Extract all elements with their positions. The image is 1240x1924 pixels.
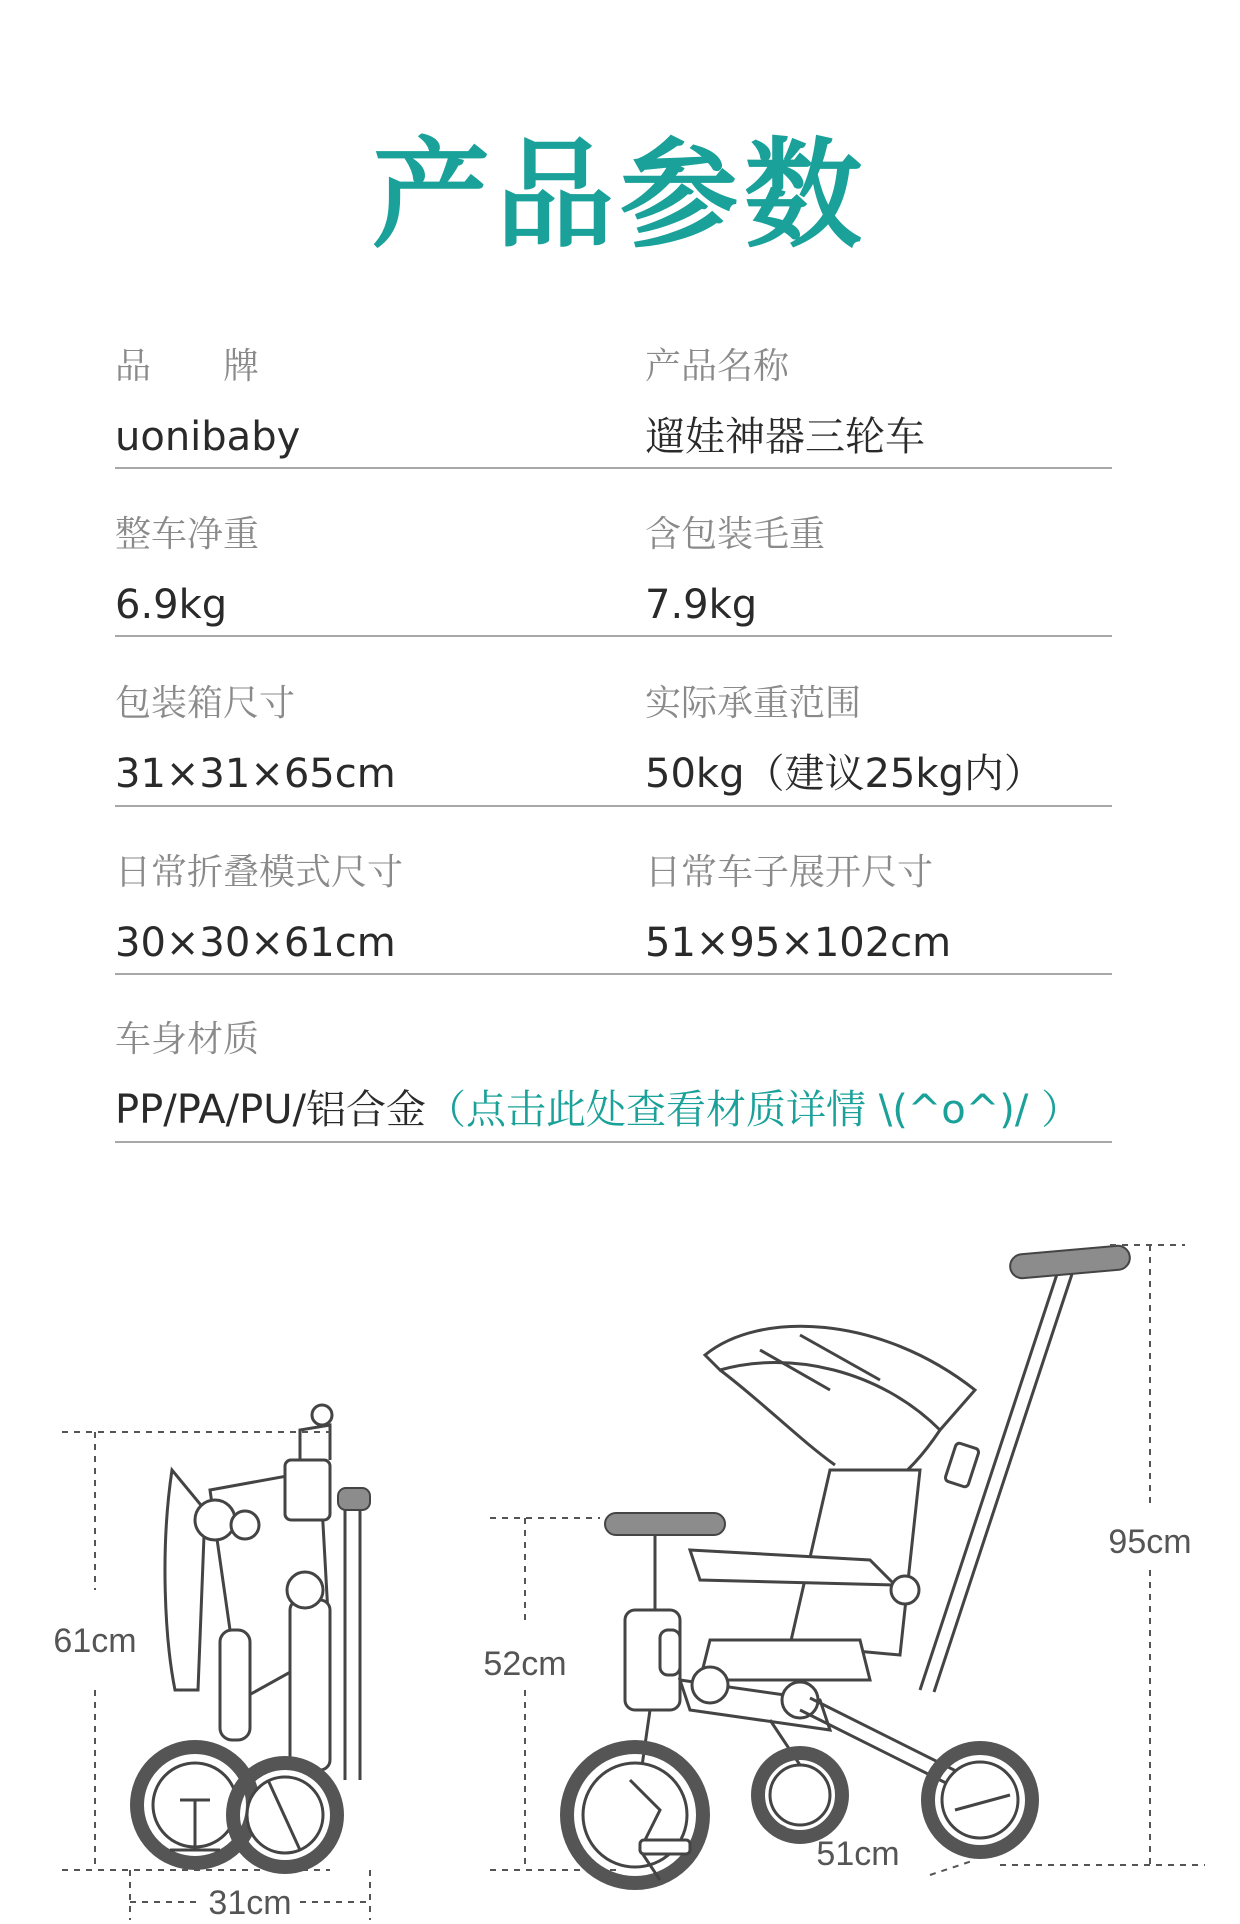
folded-width-label: 31cm <box>208 1884 292 1920</box>
total-height-label: 95cm <box>1108 1523 1192 1561</box>
spec-material <box>115 1013 1115 1141</box>
spec-value: 51×95×102cm <box>645 920 952 966</box>
spec-label: 产品名称 <box>645 346 790 387</box>
spec-label: 实际承重范围 <box>645 683 862 724</box>
divider <box>115 635 1112 637</box>
spec-folded-size <box>115 846 645 974</box>
page-title: 产品参数 <box>371 126 868 264</box>
spec-unfolded-size <box>645 846 1175 974</box>
spec-value: 50kg（建议25kg内） <box>645 751 1044 797</box>
seat-height-label: 52cm <box>483 1645 567 1683</box>
folded-tricycle-illustration <box>137 1405 370 1867</box>
divider <box>115 1141 1112 1143</box>
spec-label: 车身材质 <box>115 1019 260 1060</box>
spec-box-size <box>115 677 645 805</box>
spec-value <box>115 1079 1115 1141</box>
spec-value: 7.9kg <box>645 582 758 628</box>
material-details-link[interactable]: （点击此处查看材质详情 \(^o^)/ ） <box>426 1087 1082 1133</box>
spec-value: 遛娃神器三轮车 <box>645 414 925 460</box>
spec-label: 含包装毛重 <box>645 514 826 555</box>
spec-label: 日常折叠模式尺寸 <box>115 852 404 893</box>
spec-label: 品 牌 <box>115 346 260 387</box>
spec-value: 6.9kg <box>115 582 228 628</box>
divider <box>115 973 1112 975</box>
spec-load-range <box>645 677 1175 805</box>
spec-value: 30×30×61cm <box>115 920 396 966</box>
spec-value: 31×31×65cm <box>115 751 396 797</box>
tricycle-dimension-illustration <box>0 1220 1240 1920</box>
unfolded-tricycle-illustration <box>567 1245 1131 1883</box>
folded-height-label: 61cm <box>53 1622 137 1660</box>
spec-brand <box>115 340 645 468</box>
spec-label: 日常车子展开尺寸 <box>645 852 934 893</box>
spec-label: 包装箱尺寸 <box>115 683 296 724</box>
spec-label: 整车净重 <box>115 514 260 555</box>
width-label: 51cm <box>816 1835 900 1873</box>
spec-net-weight <box>115 508 645 636</box>
divider <box>115 467 1112 469</box>
dimension-diagram <box>0 1220 1240 1920</box>
spec-gross-weight <box>645 508 1175 636</box>
spec-product-name <box>645 340 1175 468</box>
divider <box>115 805 1112 807</box>
spec-value: uonibaby <box>115 414 301 460</box>
material-value: PP/PA/PU/铝合金 <box>115 1087 426 1133</box>
